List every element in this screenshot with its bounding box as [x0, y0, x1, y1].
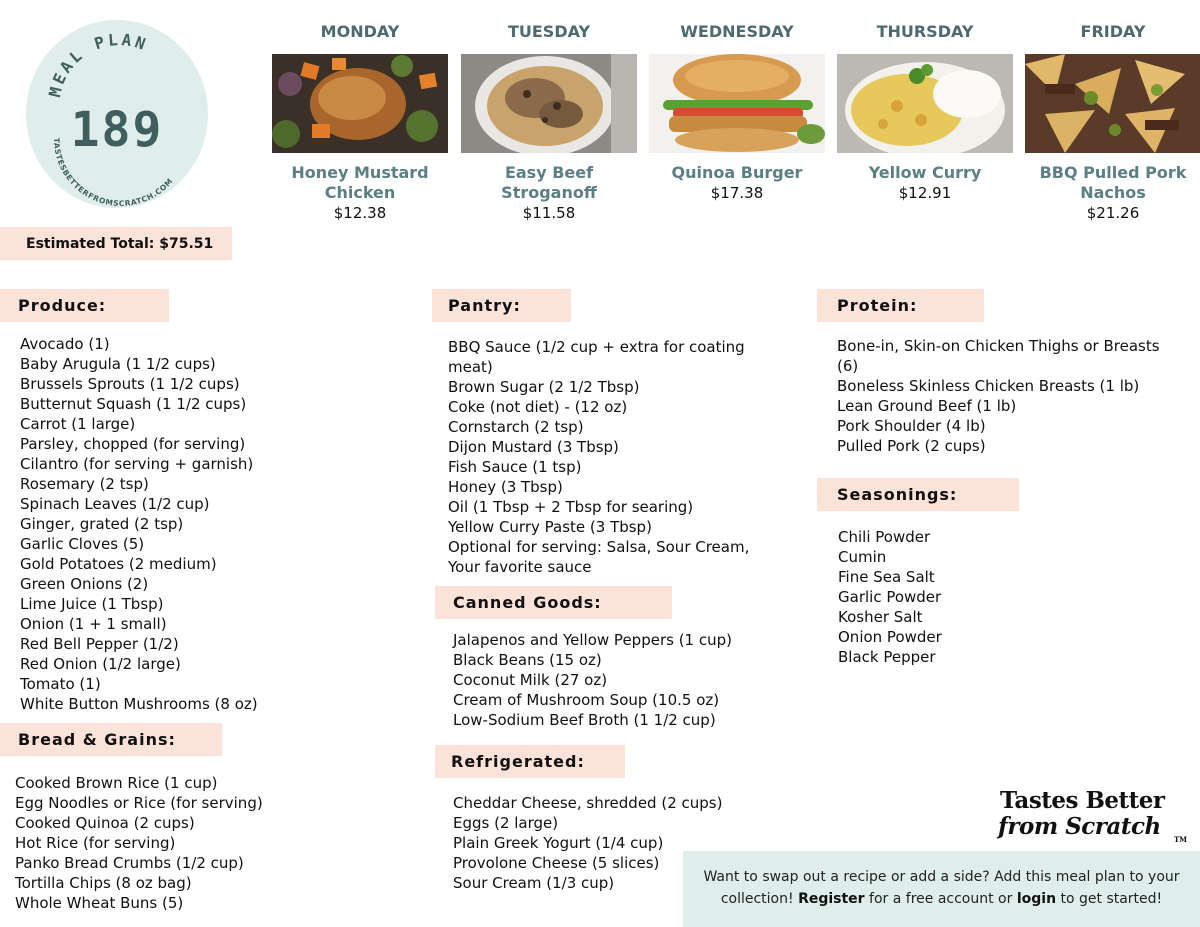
ingredient-item: Dijon Mustard (3 Tbsp) — [448, 438, 619, 456]
section-header-seasonings: Seasonings: — [817, 478, 1019, 511]
ingredient-item: Black Beans (15 oz) — [453, 651, 602, 669]
section-header-pantry: Pantry: — [432, 289, 571, 322]
ingredient-item: Cheddar Cheese, shredded (2 cups) — [453, 794, 723, 812]
section-header-canned-goods: Canned Goods: — [435, 586, 672, 619]
logo-line1: Tastes Better — [1000, 787, 1165, 814]
day-heading: FRIDAY — [1080, 22, 1146, 41]
recipe-price: $12.91 — [898, 184, 952, 202]
ingredient-item: Chili Powder — [838, 528, 931, 546]
ingredient-item: Jalapenos and Yellow Peppers (1 cup) — [453, 631, 732, 649]
ingredient-item: Pork Shoulder (4 lb) — [837, 417, 986, 435]
recipe-name[interactable]: Quinoa Burger — [671, 163, 803, 182]
ingredient-item: Rosemary (2 tsp) — [20, 475, 149, 493]
ingredient-item: Lean Ground Beef (1 lb) — [837, 397, 1017, 415]
ingredient-item: Onion (1 + 1 small) — [20, 615, 167, 633]
ingredient-item: Onion Powder — [838, 628, 942, 646]
ingredient-item: BBQ Sauce (1/2 cup + extra for coating — [448, 338, 745, 356]
svg-text:MEAL PLAN — [45, 30, 151, 99]
ingredient-item: Parsley, chopped (for serving) — [20, 435, 246, 453]
ingredient-item: Coke (not diet) - (12 oz) — [448, 398, 628, 416]
ingredient-item: Coconut Milk (27 oz) — [453, 671, 608, 689]
ingredient-item: Carrot (1 large) — [20, 415, 136, 433]
ingredient-item: Lime Juice (1 Tbsp) — [20, 595, 164, 613]
meal-plan-cta — [683, 851, 1200, 927]
day-column-friday[interactable] — [1025, 20, 1200, 223]
ingredient-item: Garlic Powder — [838, 588, 942, 606]
ingredient-item: Tomato (1) — [20, 675, 101, 693]
recipe-photo-quinoa-burger[interactable] — [649, 54, 825, 153]
pantry-list — [448, 337, 749, 577]
ingredient-item: Optional for serving: Salsa, Sour Cream, — [448, 538, 750, 556]
recipe-name[interactable]: Honey Mustard Chicken — [291, 163, 429, 202]
ingredient-item: Baby Arugula (1 1/2 cups) — [20, 355, 216, 373]
day-column-monday[interactable] — [272, 20, 448, 223]
ingredient-item: Boneless Skinless Chicken Breasts (1 lb) — [837, 377, 1140, 395]
ingredient-item: Garlic Cloves (5) — [20, 535, 145, 553]
recipe-price: $12.38 — [333, 204, 387, 222]
ingredient-item: Avocado (1) — [20, 335, 110, 353]
ingredient-item: Tortilla Chips (8 oz bag) — [15, 874, 192, 892]
produce-list — [20, 334, 258, 714]
ingredient-item: Black Pepper — [838, 648, 936, 666]
day-heading: WEDNESDAY — [680, 22, 794, 41]
recipe-price: $21.26 — [1086, 204, 1140, 222]
protein-list — [837, 336, 1160, 456]
ingredient-item: Panko Bread Crumbs (1/2 cup) — [15, 854, 244, 872]
ingredient-item: Fish Sauce (1 tsp) — [448, 458, 582, 476]
recipe-name[interactable]: BBQ Pulled Pork Nachos — [1039, 163, 1187, 202]
meal-plan-number: 189 — [70, 102, 164, 158]
ingredient-item: White Button Mushrooms (8 oz) — [20, 695, 258, 713]
ingredient-item: Butternut Squash (1 1/2 cups) — [20, 395, 247, 413]
ingredient-item: Ginger, grated (2 tsp) — [20, 515, 184, 533]
recipe-photo-easy-beef-stroganoff[interactable] — [461, 54, 637, 153]
logo-trademark: TM — [1174, 835, 1187, 844]
ingredient-item: Brussels Sprouts (1 1/2 cups) — [20, 375, 240, 393]
section-header-bread-grains: Bread & Grains: — [0, 723, 222, 756]
ingredient-item: Cream of Mushroom Soup (10.5 oz) — [453, 691, 720, 709]
ingredient-item: Gold Potatoes (2 medium) — [20, 555, 217, 573]
ingredient-item: Cumin — [838, 548, 887, 566]
day-column-tuesday[interactable] — [461, 20, 637, 223]
ingredient-item: Red Bell Pepper (1/2) — [20, 635, 179, 653]
day-column-wednesday[interactable] — [649, 20, 825, 203]
cta-text-1: Want to swap out a recipe or add a side? Add this meal plan to your collection! — [703, 869, 1180, 907]
login-link[interactable]: login — [1016, 891, 1057, 907]
ingredient-item: Low-Sodium Beef Broth (1 1/2 cup) — [453, 711, 716, 729]
ingredient-item: meat) — [448, 358, 493, 376]
estimated-total: Estimated Total: $75.51 — [0, 227, 232, 260]
ingredient-item: Brown Sugar (2 1/2 Tbsp) — [448, 378, 640, 396]
ingredient-item: Plain Greek Yogurt (1/4 cup) — [453, 834, 664, 852]
meal-plan-badge — [26, 20, 208, 208]
section-header-protein: Protein: — [817, 289, 984, 322]
day-column-thursday[interactable] — [837, 20, 1013, 203]
recipe-photo-yellow-curry[interactable] — [837, 54, 1013, 153]
ingredient-item: Egg Noodles or Rice (for serving) — [15, 794, 263, 812]
ingredient-item: Kosher Salt — [838, 608, 923, 626]
recipe-price: $11.58 — [522, 204, 576, 222]
ingredient-item: Cornstarch (2 tsp) — [448, 418, 584, 436]
section-header-produce: Produce: — [0, 289, 169, 322]
ingredient-item: Pulled Pork (2 cups) — [837, 437, 986, 455]
ingredient-item: Honey (3 Tbsp) — [448, 478, 563, 496]
ingredient-item: Eggs (2 large) — [453, 814, 559, 832]
canned-goods-list — [453, 630, 732, 730]
ingredient-item: Bone-in, Skin-on Chicken Thighs or Breasts — [837, 337, 1160, 355]
badge-label: MEAL PLAN — [45, 29, 151, 99]
ingredient-item: Your favorite sauce — [448, 558, 592, 576]
ingredient-item: Spinach Leaves (1/2 cup) — [20, 495, 210, 513]
ingredient-item: Oil (1 Tbsp + 2 Tbsp for searing) — [448, 498, 694, 516]
ingredient-item: Hot Rice (for serving) — [15, 834, 176, 852]
recipe-name[interactable]: Yellow Curry — [868, 163, 982, 182]
recipe-price: $17.38 — [710, 184, 764, 202]
ingredient-item: Fine Sea Salt — [838, 568, 935, 586]
ingredient-item: Green Onions (2) — [20, 575, 149, 593]
brand-logo — [998, 787, 1188, 847]
cta-text-2: for a free account or — [864, 891, 1017, 907]
ingredient-item: Cilantro (for serving + garnish) — [20, 455, 254, 473]
logo-line2: from Scratch — [998, 813, 1161, 840]
bread-grains-list — [15, 773, 263, 913]
ingredient-item: (6) — [837, 357, 859, 375]
ingredient-item: Provolone Cheese (5 slices) — [453, 854, 660, 872]
ingredient-item: Whole Wheat Buns (5) — [15, 894, 184, 912]
recipe-name[interactable]: Easy Beef Stroganoff — [501, 163, 597, 202]
ingredient-item: Red Onion (1/2 large) — [20, 655, 181, 673]
section-header-refrigerated: Refrigerated: — [435, 745, 625, 778]
day-heading: MONDAY — [320, 22, 400, 41]
ingredient-item: Sour Cream (1/3 cup) — [453, 874, 615, 892]
seasonings-list — [838, 527, 942, 667]
ingredient-item: Cooked Brown Rice (1 cup) — [15, 774, 218, 792]
badge-site: TASTESBETTERFROMSCRATCH.COM — [51, 137, 175, 208]
ingredient-item: Cooked Quinoa (2 cups) — [15, 814, 195, 832]
day-heading: TUESDAY — [507, 22, 591, 41]
recipe-photo-bbq-pulled-pork-nachos[interactable] — [1025, 54, 1200, 153]
recipe-photo-honey-mustard-chicken[interactable] — [272, 54, 448, 153]
register-link[interactable]: Register — [798, 891, 865, 907]
day-heading: THURSDAY — [876, 22, 974, 41]
ingredient-item: Yellow Curry Paste (3 Tbsp) — [448, 518, 652, 536]
cta-text-3: to get started! — [1056, 891, 1163, 907]
